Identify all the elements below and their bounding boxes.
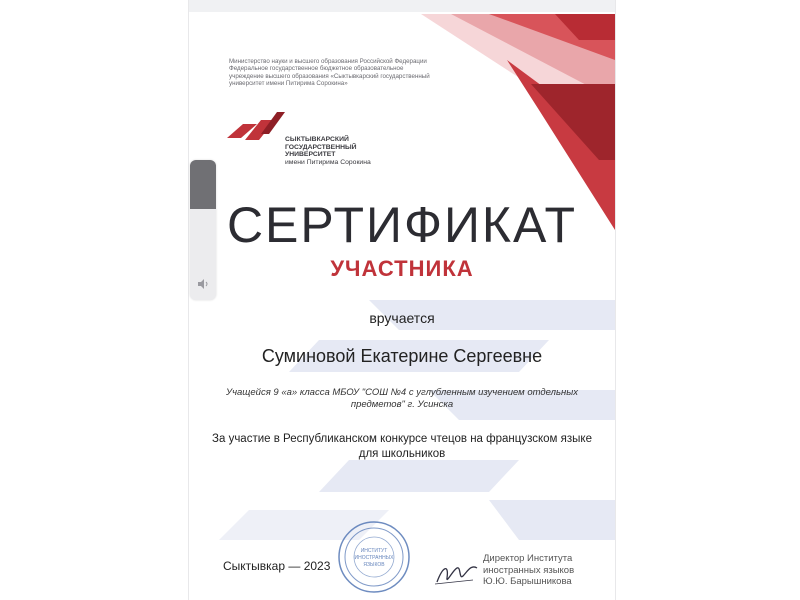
director-line: Директор Института [483, 553, 573, 564]
certificate-title: СЕРТИФИКАТ [226, 197, 578, 253]
official-stamp-icon [337, 520, 411, 594]
school-description: Учащейся 9 «а» класса МБОУ "СОШ №4 с углубленным изучением отдельных предметов" г. Усинска [226, 387, 578, 410]
speaker-icon[interactable] [197, 278, 209, 290]
ministry-line: учреждение высшего образования «Сыктывкарский государственный [229, 72, 430, 80]
volume-slider[interactable] [190, 160, 216, 300]
volume-slider-fill[interactable] [190, 160, 216, 209]
award-reason: За участие в Республиканском конкурсе чтецов на французском языке для школьников [212, 433, 592, 460]
watermark-shapes [219, 300, 615, 540]
ministry-line: университет имени Питирима Сорокина» [229, 80, 348, 88]
university-logo-text [285, 136, 371, 166]
stamp-text: ЯЗЫКОВ [363, 562, 385, 568]
signature-icon [433, 558, 483, 588]
ministry-header [229, 58, 479, 88]
logo-line: СЫКТЫВКАРСКИЙ [285, 136, 349, 143]
background-decoration [189, 0, 615, 600]
stamp-text: ИНСТИТУТ [360, 548, 388, 554]
city-year: Сыктывкар — 2023 [223, 559, 331, 573]
certificate-subtitle: УЧАСТНИКА [330, 256, 474, 281]
presented-to-label: вручается [369, 310, 435, 326]
ministry-line: Министерство науки и высшего образования Российской Федерации [229, 58, 427, 65]
director-line: Ю.Ю. Барышникова [483, 576, 572, 587]
ministry-line: Федеральное государственное бюджетное образовательное [229, 65, 404, 73]
certificate-page [188, 0, 616, 600]
recipient-name: Суминовой Екатерине Сергеевне [261, 346, 543, 366]
logo-line: УНИВЕРСИТЕТ [285, 151, 336, 159]
stamp-text: ИНОСТРАННЫХ [354, 555, 394, 561]
director-signature-block [483, 553, 574, 588]
logo-subtitle: имени Питирима Сорокина [285, 158, 371, 166]
logo-line: ГОСУДАРСТВЕННЫЙ [285, 143, 357, 151]
director-line: иностранных языков [483, 564, 575, 576]
university-logo-icon [227, 110, 287, 150]
